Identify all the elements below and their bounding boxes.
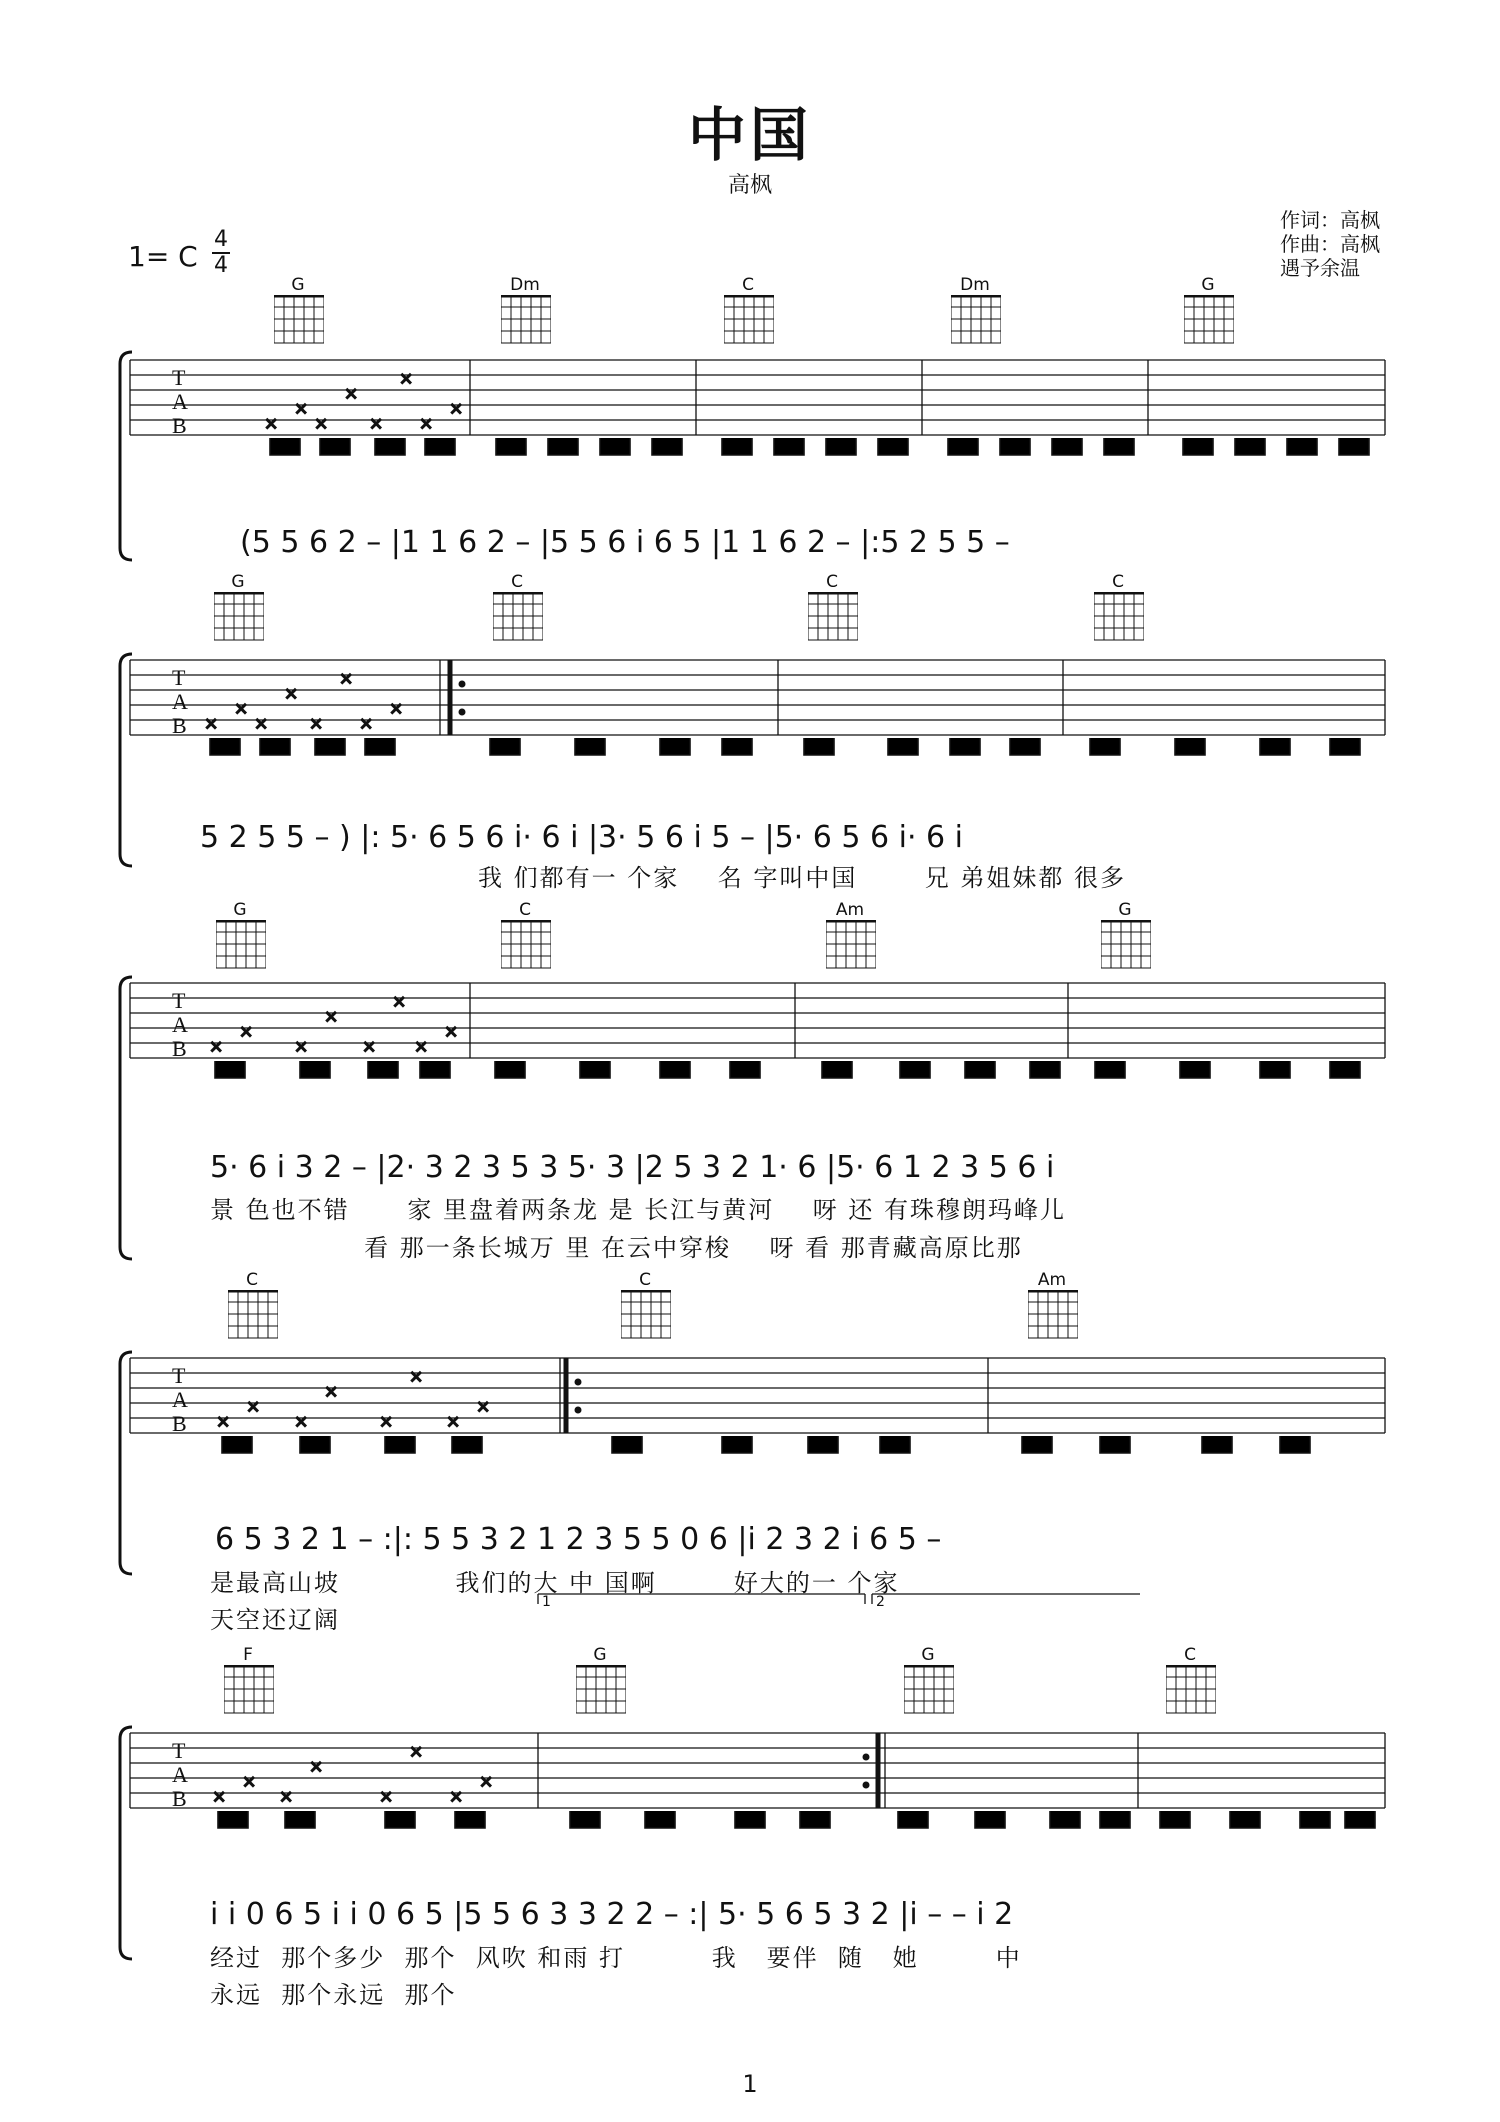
tab-note-mark: × [379,1787,394,1807]
tab-note-mark: × [284,684,299,704]
lyrics-line-1: 景 色也不错 家 里盘着两条龙 是 长江与黄河 呀 还 有珠穆朗玛峰儿 [210,1196,1067,1224]
tab-letter: T [172,1738,186,1763]
tab-notes [212,1742,1375,1828]
tab-note-mark: × [409,1367,424,1387]
lyrics-line-2: 永远 那个永远 那个 [210,1981,457,2009]
tab-letter: A [172,689,188,714]
tab-note-mark: × [209,1037,224,1057]
tab-note-mark: × [279,1787,294,1807]
tab-note-mark: × [344,384,359,404]
volta-1: 1 [542,1594,551,1610]
tab-clef [172,1739,188,1811]
tab-note-mark: × [234,699,249,719]
tab-letter: B [172,1411,187,1436]
lyrics-line-2: 天空还辽阔 [210,1606,340,1634]
system-3 [0,895,1500,1275]
tab-note-mark: × [309,714,324,734]
chord-name: C [511,572,523,592]
tab-letter: A [172,1387,188,1412]
tab-note-mark: × [314,414,329,434]
chord-name: G [593,1645,607,1665]
composer-credit: 作曲：高枫 [1280,232,1380,256]
tab-note-mark: × [379,1412,394,1432]
lyrics-line-2: 看 那一条长城万 里 在云中穿梭 呀 看 那青藏高原比那 [210,1234,1023,1262]
system-4 [0,1270,1500,1650]
tab-letter: T [172,665,186,690]
tab-letter: B [172,413,187,438]
lyrics-line-1: 我 们都有一 个家 名 字叫中国 兄 弟姐妹都 很多 [478,864,1127,892]
chord-name: G [921,1645,935,1665]
tab-note-mark: × [359,714,374,734]
lyrics-line-1: 是最高山坡 我们的大 中 国啊 好大的一 个家 [210,1569,900,1597]
chord-name: C [639,1270,651,1290]
jianpu-notation: 5 2 5 5 – ) |: 5· 6 5 6 i· 6 i |3· 5 6 i 5 – |5· 6 5 6 i· 6 i [200,820,963,855]
tab-letter: A [172,389,188,414]
tab-note-mark: × [389,699,404,719]
tab-note-mark: × [246,1397,261,1417]
tab-note-mark: × [264,414,279,434]
tab-note-mark: × [324,1382,339,1402]
chord-name: G [1201,275,1215,295]
chord-name: Dm [510,275,540,295]
chord-name: C [826,572,838,592]
jianpu-notation: (5 5 6 2 – |1 1 6 2 – |5 5 6 i 6 5 |1 1 6 2 – |:5 2 5 5 – [240,525,1010,560]
tab-note-mark: × [239,1022,254,1042]
tab-note-mark: × [446,1412,461,1432]
tab-note-mark: × [414,1037,429,1057]
arranger-credit: 遇予余温 [1280,256,1360,280]
tab-note-mark: × [339,669,354,689]
tab-note-mark: × [369,414,384,434]
tab-clef [172,366,188,438]
tab-note-mark: × [392,992,407,1012]
tab-note-mark: × [444,1022,459,1042]
tab-letter: B [172,1036,187,1061]
chord-name: Dm [960,275,990,295]
jianpu-notation: 6 5 3 2 1 – :|: 5 5 3 2 1 2 3 5 5 0 6 |i 2 3 2 i 6 5 – [215,1522,942,1557]
tab-note-mark: × [449,1787,464,1807]
chord-name: Am [835,900,865,920]
tab-note-mark: × [476,1397,491,1417]
chord-name: C [1112,572,1124,592]
tab-note-mark: × [449,399,464,419]
tab-note-mark: × [204,714,219,734]
tab-note-mark: × [409,1742,424,1762]
tab-note-mark: × [324,1007,339,1027]
system-1 [0,270,1500,570]
tab-clef [172,989,188,1061]
tab-note-mark: × [294,1037,309,1057]
system-5 [0,1645,1500,2025]
lyrics-line-1: 经过 那个多少 那个 风吹 和雨 打 我 要伴 随 她 中 [210,1944,1022,1972]
key-signature: 1= C [128,240,198,273]
tab-note-mark: × [362,1037,377,1057]
tab-note-mark: × [294,399,309,419]
time-sig-top: 4 [214,227,228,252]
chord-name: G [291,275,305,295]
chord-name: G [1118,900,1132,920]
page-number: 1 [742,2070,758,2098]
jianpu-notation: 5· 6 i 3 2 – |2· 3 2 3 5 3 5· 3 |2 5 3 2 1· 6 |5· 6 1 2 3 5 6 i [210,1150,1055,1185]
tab-letter: T [172,1363,186,1388]
system-2 [0,572,1500,892]
tab-note-mark: × [419,414,434,434]
chord-name: C [1184,1645,1196,1665]
tab-notes [209,992,1360,1078]
lyricist-credit: 作词：高枫 [1280,208,1380,232]
tab-note-mark: × [309,1757,324,1777]
tab-letter: A [172,1012,188,1037]
chord-name: C [742,275,754,295]
tab-letter: T [172,365,186,390]
chord-name: Am [1037,1270,1067,1290]
tab-note-mark: × [294,1412,309,1432]
chord-name: C [246,1270,258,1290]
artist-name: 高枫 [727,173,772,198]
tab-clef [172,666,188,738]
tab-note-mark: × [479,1772,494,1792]
time-sig-bottom: 4 [214,253,228,278]
chord-name: C [519,900,531,920]
tab-note-mark: × [242,1772,257,1792]
tab-note-mark: × [216,1412,231,1432]
chord-name: G [231,572,245,592]
tab-note-mark: × [254,714,269,734]
tab-letter: B [172,1786,187,1811]
tab-notes [264,369,1369,455]
jianpu-notation: i i 0 6 5 i i 0 6 5 |5 5 6 3 3 2 2 – :| 5· 5 6 5 3 2 |i – – i 2 [210,1897,1014,1932]
tab-letter: T [172,988,186,1013]
tab-note-mark: × [212,1787,227,1807]
song-title: 中国 [687,101,812,169]
tab-note-mark: × [399,369,414,389]
tab-letter: B [172,713,187,738]
tab-notes [216,1367,1310,1453]
chord-name: F [243,1645,253,1665]
tab-notes [204,669,1360,755]
tab-clef [172,1364,188,1436]
volta-2: 2 [876,1594,885,1610]
tab-letter: A [172,1762,188,1787]
chord-name: G [233,900,247,920]
